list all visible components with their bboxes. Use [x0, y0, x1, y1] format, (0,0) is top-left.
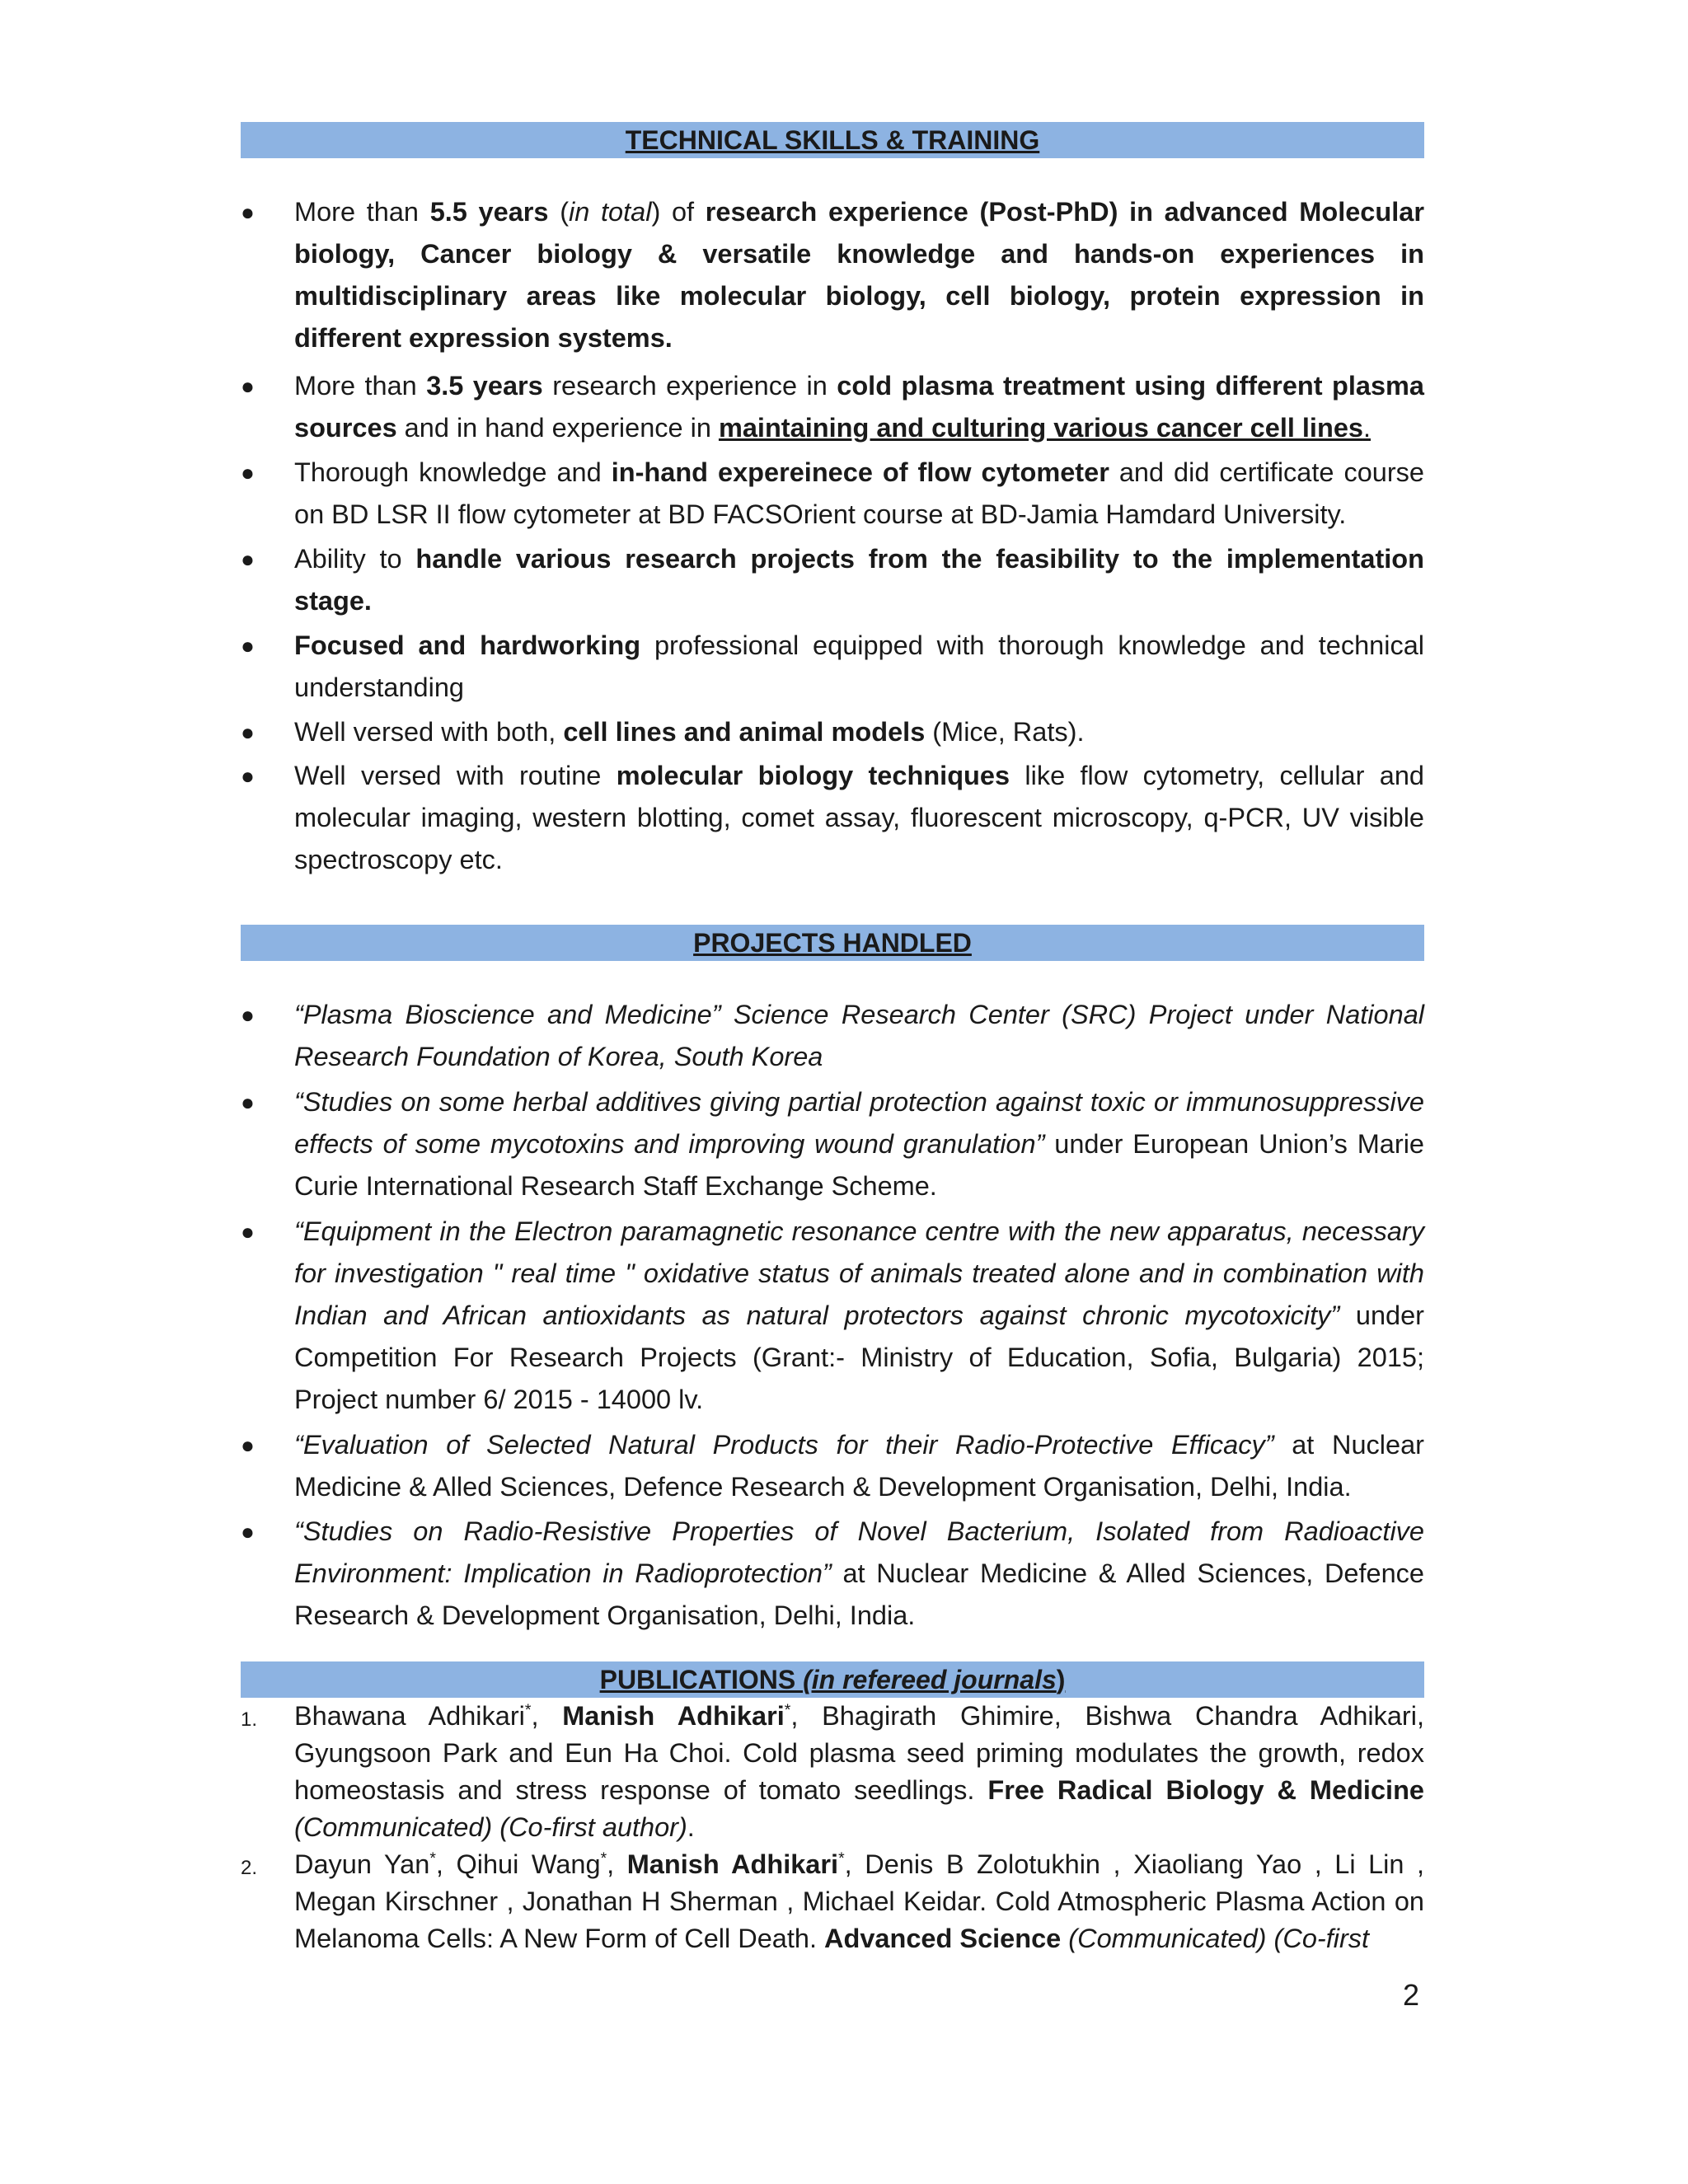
list-item: ● More than 5.5 years (in total) of research experience (Post-PhD) in advanced Molecular biology, Cancer biology & versatile knowledge and hands-on experiences in multidisciplinary areas like molecular biology, cell biology, protein expression in different expression systems. — [241, 191, 1424, 359]
list-item: ● “Equipment in the Electron paramagnetic resonance centre with the new apparatus, necessary for investigation " real time " oxidative status of animals treated alone and in combination with Indian and African antioxidants as natural protectors against chronic mycotoxicity” under Competition For Research Projects (Grant:- Ministry of Education, Sofia, Bulgaria) 2015; Project number 6/ 2015 - 14000 lv. — [241, 1211, 1424, 1421]
item-number: 1. — [241, 1708, 258, 1731]
bullet-icon: ● — [241, 719, 255, 745]
section-heading-technical — [241, 122, 1424, 158]
list-item: ● Well versed with routine molecular biology techniques like flow cytometry, cellular and molecular imaging, western blotting, comet assay, fluorescent microscopy, q-PCR, UV visible spectroscopy etc. — [241, 755, 1424, 881]
bullet-icon: ● — [241, 1002, 255, 1028]
heading-paren-text: (in refereed journals — [803, 1665, 1057, 1694]
bullet-icon: ● — [241, 633, 255, 658]
heading-close-text: ) — [1056, 1665, 1066, 1694]
list-item: ● “Evaluation of Selected Natural Products for their Radio-Protective Efficacy” at Nuclear Medicine & Alled Sciences, Defence Research & Development Organisation, Delhi, India. — [241, 1424, 1424, 1508]
bullet-icon: ● — [241, 763, 255, 789]
publication-item: 1. Bhawana Adhikari*, Manish Adhikari*, Bhagirath Ghimire, Bishwa Chandra Adhikari, Gyungsoon Park and Eun Ha Choi. Cold plasma seed priming modulates the growth, redox homeostasis and stress response of tomato seedlings. Free Radical Biology & Medicine (Communicated) (Co-first author). — [241, 1701, 1425, 1842]
bullet-icon: ● — [241, 1432, 255, 1458]
list-item: ● “Studies on Radio-Resistive Properties of Novel Bacterium, Isolated from Radioactive Environment: Implication in Radioprotection” at Nuclear Medicine & Alled Sciences, Defence Research & Development Organisation, Delhi, India. — [241, 1511, 1424, 1637]
bullet-icon: ● — [241, 546, 255, 572]
publication-item: 2. Dayun Yan*, Qihui Wang*, Manish Adhikari*, Denis B Zolotukhin , Xiaoliang Yao , Li Lin , Megan Kirschner , Jonathan H Sherman , Michael Keidar. Cold Atmospheric Plasma Action on Melanoma Cells: A New Form of Cell Death. Advanced Science (Communicated) (Co-first — [241, 1849, 1425, 1953]
list-item: ● “Plasma Bioscience and Medicine” Science Research Center (SRC) Project under National Research Foundation of Korea, South Korea — [241, 994, 1424, 1078]
list-item: ● More than 3.5 years research experience in cold plasma treatment using different plasma sources and in hand experience in maintaining and culturing various cancer cell lines. — [241, 365, 1424, 449]
list-item: ● “Studies on some herbal additives giving partial protection against toxic or immunosuppressive effects of some mycotoxins and improving wound granulation” under European Union’s Marie Curie International Research Staff Exchange Scheme. — [241, 1081, 1424, 1207]
heading-text: PUBLICATIONS — [599, 1665, 804, 1694]
item-number: 2. — [241, 1857, 258, 1879]
bullet-icon: ● — [241, 1519, 255, 1544]
bullet-icon: ● — [241, 1219, 255, 1244]
section-heading-publications — [241, 1661, 1424, 1698]
heading-text: TECHNICAL SKILLS & TRAINING — [625, 125, 1040, 155]
bullet-icon: ● — [241, 373, 255, 399]
list-item: ● Thorough knowledge and in-hand expereinece of flow cytometer and did certificate course on BD LSR II flow cytometer at BD FACSOrient course at BD-Jamia Hamdard University. — [241, 452, 1424, 536]
heading-text: PROJECTS HANDLED — [693, 928, 972, 958]
bullet-icon: ● — [241, 1090, 255, 1115]
bullet-icon: ● — [241, 199, 255, 225]
list-item: ● Focused and hardworking professional equipped with thorough knowledge and technical understanding — [241, 625, 1424, 709]
list-item: ● Ability to handle various research projects from the feasibility to the implementation stage. — [241, 538, 1424, 622]
page-number: 2 — [1402, 1978, 1419, 2012]
bullet-icon: ● — [241, 460, 255, 485]
list-item: ● Well versed with both, cell lines and animal models (Mice, Rats). — [241, 711, 1424, 753]
section-heading-projects — [241, 925, 1424, 961]
